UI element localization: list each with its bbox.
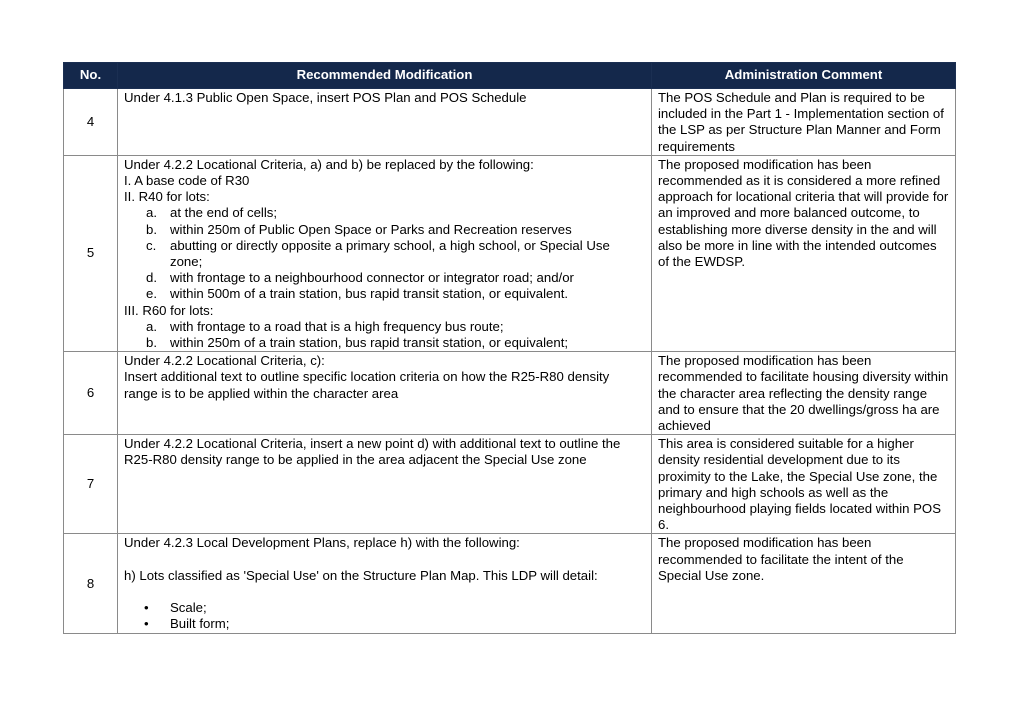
modification-cell xyxy=(118,435,652,534)
list-marker: b. xyxy=(146,335,157,351)
row-number: 5 xyxy=(64,155,118,351)
modification-cell xyxy=(118,352,652,435)
comment-cell: The proposed modification has been recommended as it is considered a more refined approach for locational criteria that will provide for an improved and more balanced outcome, to establishing more diverse density in the and will also be more in line with the intended outcomes of the EWDSP. xyxy=(652,155,956,351)
table-row xyxy=(64,534,956,634)
list-item-text: within 500m of a train station, bus rapid transit station, or equivalent. xyxy=(170,286,569,302)
table-row xyxy=(64,435,956,534)
list-item-text: Built form; xyxy=(170,616,230,632)
r60-criteria-list xyxy=(124,319,645,351)
modification-text: I. A base code of R30 xyxy=(124,173,250,189)
bullet-marker: • xyxy=(144,616,149,632)
list-item-text: Scale; xyxy=(170,599,207,615)
modification-text: III. R60 for lots: xyxy=(124,302,214,318)
list-item xyxy=(124,238,645,270)
modification-cell xyxy=(118,534,652,634)
list-item xyxy=(124,319,645,335)
table-row xyxy=(64,155,956,351)
r40-criteria-list xyxy=(124,205,645,302)
row-number: 6 xyxy=(64,352,118,435)
comment-cell: The proposed modification has been recommended to facilitate the intent of the Special Use zone. xyxy=(652,534,956,634)
list-item-text: with frontage to a neighbourhood connector or integrator road; and/or xyxy=(170,270,574,286)
list-item-text: at the end of cells; xyxy=(170,205,278,221)
list-item xyxy=(124,222,645,238)
modification-text: Under 4.2.2 Locational Criteria, insert a new point d) with additional text to outline the R25-R80 density range to be applied in the area adjacent the Special Use zone xyxy=(124,436,621,468)
header-row xyxy=(64,63,956,89)
comment-cell: This area is considered suitable for a higher density residential development due to its proximity to the Lake, the Special Use zone, the primary and high schools as well as the neighbourhood playing fields located within POS 6. xyxy=(652,435,956,534)
list-item-text: within 250m of a train station, bus rapid transit station, or equivalent; xyxy=(170,335,569,351)
list-marker: a. xyxy=(146,205,157,221)
modification-text: II. R40 for lots: xyxy=(124,189,210,205)
modification-text: Insert additional text to outline specific location criteria on how the R25-R80 density range is to be applied within the character area xyxy=(124,369,610,401)
bullet-marker: • xyxy=(144,599,149,615)
list-item xyxy=(124,335,645,351)
row-number: 4 xyxy=(64,89,118,156)
header-administration-comment: Administration Comment xyxy=(652,63,956,89)
modification-text: Under 4.1.3 Public Open Space, insert POS Plan and POS Schedule xyxy=(124,90,527,105)
row-number: 8 xyxy=(64,534,118,634)
modifications-table xyxy=(63,62,956,634)
list-item xyxy=(124,286,645,302)
list-item-text: abutting or directly opposite a primary school, a high school, or Special Use zone; xyxy=(170,237,610,270)
header-recommended-modification: Recommended Modification xyxy=(118,63,652,89)
modification-text: Under 4.2.2 Locational Criteria, a) and b) be replaced by the following: xyxy=(124,156,534,172)
row-number: 7 xyxy=(64,435,118,534)
modification-text: Under 4.2.3 Local Development Plans, replace h) with the following: xyxy=(124,535,520,551)
comment-cell: The POS Schedule and Plan is required to be included in the Part 1 - Implementation section of the LSP as per Structure Plan Manner and Form requirements xyxy=(652,89,956,156)
table-row xyxy=(64,89,956,156)
list-item xyxy=(124,616,645,632)
list-item xyxy=(124,205,645,221)
header-no: No. xyxy=(64,63,118,89)
list-marker: b. xyxy=(146,221,157,237)
modification-cell xyxy=(118,155,652,351)
list-item xyxy=(124,270,645,286)
ldp-detail-list xyxy=(124,600,645,632)
list-marker: c. xyxy=(146,237,157,253)
list-marker: e. xyxy=(146,286,157,302)
list-item-text: with frontage to a road that is a high frequency bus route; xyxy=(170,318,504,334)
list-marker: d. xyxy=(146,270,157,286)
list-marker: a. xyxy=(146,318,157,334)
table-row xyxy=(64,352,956,435)
comment-cell: The proposed modification has been recommended to facilitate housing diversity within the character area reflecting the density range and to ensure that the 20 dwellings/gross ha are achieved xyxy=(652,352,956,435)
list-item-text: within 250m of Public Open Space or Parks and Recreation reserves xyxy=(170,221,572,237)
modification-text: Under 4.2.2 Locational Criteria, c): xyxy=(124,353,325,369)
modification-cell xyxy=(118,89,652,156)
modification-text: h) Lots classified as 'Special Use' on the Structure Plan Map. This LDP will detail: xyxy=(124,567,598,583)
list-item xyxy=(124,600,645,616)
